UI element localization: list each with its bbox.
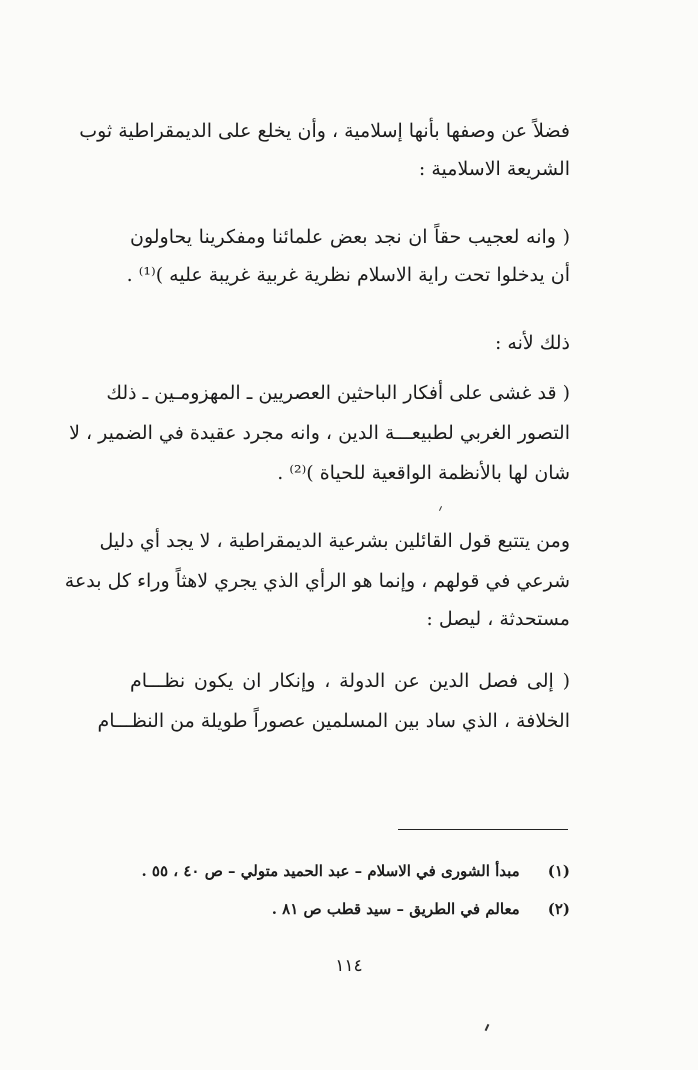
body-line-9: ومن يتتبع قول القائلين بشرعية الديمقراطية ، لا يجد أي دليل bbox=[99, 530, 570, 552]
footnote-2 bbox=[272, 898, 570, 920]
body-line-5: ذلك لأنه : bbox=[494, 332, 570, 354]
body-line-1: فضلاً عن وصفها بأنها إسلامية ، وأن يخلع على الديمقراطية ثوب bbox=[79, 120, 570, 142]
body-line-10: شرعي في قولهم ، وإنما هو الرأي الذي يجري لاهثاً وراء كل بدعة bbox=[64, 570, 570, 592]
body-line-6: ( قد غشى على أفكار الباحثين العصريين ـ المهزومـين ـ ذلك bbox=[106, 382, 570, 404]
ink-speck bbox=[439, 506, 442, 511]
body-line-8: شان لها بالأنظمة الواقعية للحياة )⁽²⁾ . bbox=[277, 462, 570, 484]
page-number: ١١٤ bbox=[335, 956, 363, 976]
body-line-7: التصور الغربي لطبيعـــة الدين ، وانه مجرد عقيدة في الضمير ، لا bbox=[69, 422, 570, 444]
footnote-separator bbox=[398, 829, 568, 830]
body-line-12: ( إلى فصل الدين عن الدولة ، وإنكار ان يكون نظـــام bbox=[130, 670, 570, 692]
footnote-2-text: معالم في الطريق – سيد قطب ص ٨١ . bbox=[271, 900, 520, 918]
footnote-2-number: (٢) bbox=[547, 900, 570, 918]
ink-speck bbox=[485, 1024, 490, 1031]
body-line-3: ( وانه لعجيب حقاً ان نجد بعض علمائنا ومفكرينا يحاولون bbox=[130, 226, 570, 248]
body-line-4: أن يدخلوا تحت راية الاسلام نظرية غربية غريبة عليه )⁽¹⁾ . bbox=[126, 264, 570, 286]
footnote-1 bbox=[141, 860, 570, 882]
footnote-1-text: مبدأ الشورى في الاسلام – عبد الحميد متولي – ص ٤٠ ، ٥٥ . bbox=[141, 862, 520, 880]
body-line-11: مستحدثة ، ليصل : bbox=[426, 608, 570, 630]
body-line-13: الخلافة ، الذي ساد بين المسلمين عصوراً طويلة من النظـــام bbox=[97, 710, 570, 732]
body-line-2: الشريعة الاسلامية : bbox=[418, 158, 570, 180]
footnote-1-number: (١) bbox=[547, 862, 570, 880]
